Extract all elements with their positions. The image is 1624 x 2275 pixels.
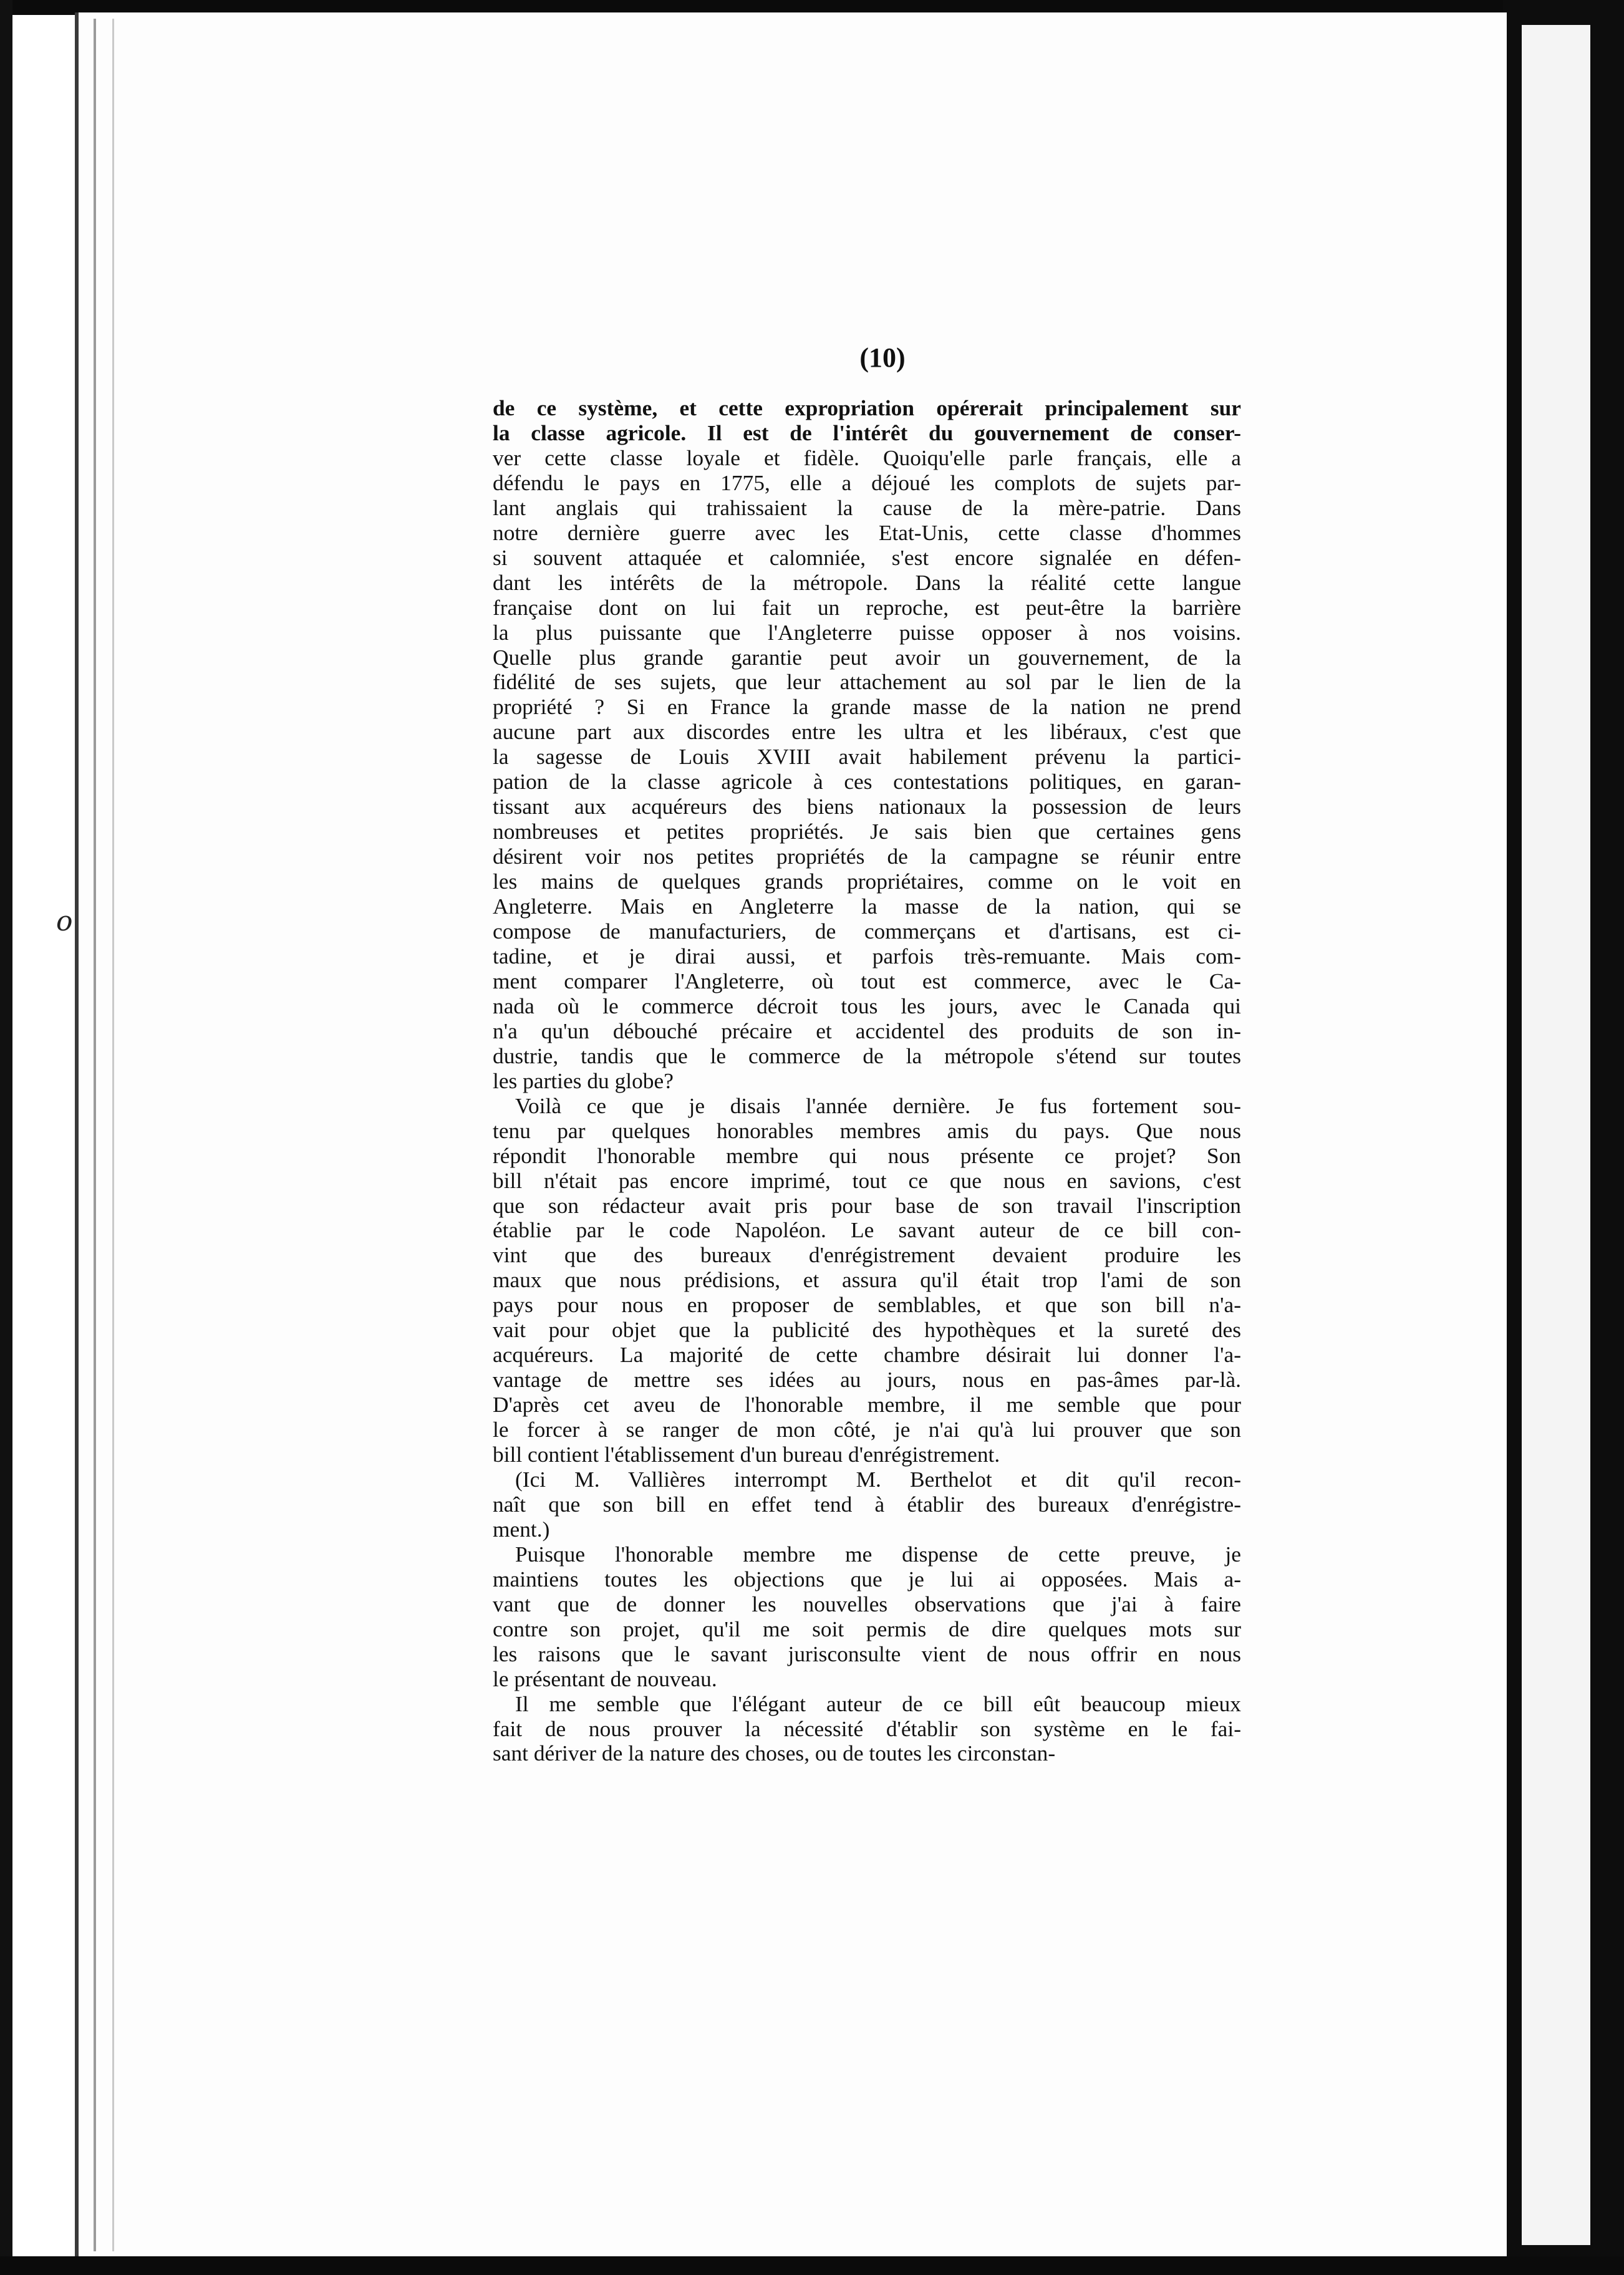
text-line: propriété ? Si en France la grande masse de la nation ne prend [493, 694, 1241, 720]
text-line: nombreuses et petites propriétés. Je sais bien que certaines gens [493, 819, 1241, 844]
scan-border-left [0, 0, 12, 2275]
binding-gutter-line [94, 19, 96, 2251]
text-line: répondit l'honorable membre qui nous présente ce projet? Son [493, 1142, 1241, 1168]
text-line: défendu le pays en 1775, elle a déjoué les complots de sujets par- [493, 470, 1241, 495]
text-line: tissant aux acquéreurs des biens nationaux la possession de leurs [493, 794, 1241, 819]
text-line: que son rédacteur avait pris pour base de son travail l'inscription [493, 1192, 1241, 1218]
text-line: les raisons que le savant jurisconsulte vient de nous offrir en nous [493, 1641, 1241, 1666]
text-line: acquéreurs. La majorité de cette chambre désirait lui donner l'a- [493, 1342, 1241, 1368]
text-line: pays pour nous en proposer de semblables, et que son bill n'a- [493, 1292, 1241, 1318]
text-line: la sagesse de Louis XVIII avait habilement prévenu la partici- [493, 744, 1241, 770]
scan-border-bottom [0, 2256, 1624, 2275]
paragraph [493, 1094, 1241, 1467]
text-line: Voilà ce que je disais l'année dernière. Je fus fortement sou- [515, 1093, 1241, 1118]
binding-gutter-line-secondary [112, 19, 114, 2251]
paragraph [493, 396, 1241, 1094]
text-line: sant dériver de la nature des choses, ou de toutes les circonstan- [493, 1741, 1056, 1766]
text-line: maintiens toutes les objections que je lui ai opposées. Mais a- [493, 1566, 1241, 1592]
text-line: Quelle plus grande garantie peut avoir un gouvernement, de la [493, 644, 1241, 670]
text-line: (Ici M. Vallières interrompt M. Berthelot et dit qu'il recon- [515, 1466, 1241, 1492]
text-line: aucune part aux discordes entre les ultra et les libéraux, c'est que [493, 719, 1241, 745]
text-line: contre son projet, qu'il me soit permis de dire quelques mots sur [493, 1616, 1241, 1641]
paragraph [493, 1692, 1241, 1767]
page-number: (10) [859, 342, 906, 373]
text-line: n'a qu'un débouché précaire et accidentel des produits de son in- [493, 1018, 1241, 1043]
text-line: Puisque l'honorable membre me dispense de cette preuve, je [515, 1541, 1241, 1567]
text-line: le forcer à se ranger de mon côté, je n'ai qu'à lui prouver que son [493, 1417, 1241, 1442]
text-line: vant que de donner les nouvelles observations que j'ai à faire [493, 1591, 1241, 1616]
text-line: française dont on lui fait un reproche, est peut-être la barrière [493, 594, 1241, 620]
text-line: compose de manufacturiers, de commerçans et d'artisans, est ci- [493, 919, 1241, 944]
text-line: tadine, et je dirai aussi, et parfois très-remuante. Mais com- [493, 943, 1241, 968]
text-line: Angleterre. Mais en Angleterre la masse de la nation, qui se [493, 894, 1241, 919]
text-line: désirent voir nos petites propriétés de la campagne se réunir entre [493, 844, 1241, 869]
adjacent-page-sliver [1522, 25, 1590, 2245]
text-line: le présentant de nouveau. [493, 1666, 717, 1691]
margin-mark: o [56, 906, 73, 937]
text-line: Il me semble que l'élégant auteur de ce bill eût beaucoup mieux [515, 1691, 1241, 1716]
text-line: vint que des bureaux d'enrégistrement devaient produire les [493, 1242, 1241, 1268]
text-line: dustrie, tandis que le commerce de la métropole s'étend sur toutes [493, 1043, 1241, 1068]
text-line: notre dernière guerre avec les Etat-Unis, cette classe d'hommes [493, 519, 1241, 545]
text-line: la plus puissante que l'Angleterre puisse opposer à nos voisins. [493, 619, 1241, 645]
text-line: les mains de quelques grands propriétaires, comme on le voit en [493, 869, 1241, 894]
text-line: vait pour objet que la publicité des hypothèques et la sureté des [493, 1317, 1241, 1343]
text-line: nada où le commerce décroit tous les jours, avec le Canada qui [493, 993, 1241, 1018]
text-line: pation de la classe agricole à ces contestations politiques, en garan- [493, 769, 1241, 795]
paragraph [493, 1542, 1241, 1692]
text-line: établie par le code Napoléon. Le savant auteur de ce bill con- [493, 1217, 1241, 1243]
text-line: tenu par quelques honorables membres amis du pays. Que nous [493, 1118, 1241, 1143]
text-line: lant anglais qui trahissaient la cause de la mère-patrie. Dans [493, 495, 1241, 520]
text-line: D'après cet aveu de l'honorable membre, il me semble que pour [493, 1392, 1241, 1418]
text-line: dant les intérêts de la métropole. Dans la réalité cette langue [493, 569, 1241, 595]
paragraph [493, 1467, 1241, 1542]
text-line: de ce système, et cette expropriation opérerait principalement sur [493, 395, 1241, 420]
body-text [493, 396, 1241, 1766]
text-line: bill contient l'établissement d'un bureau d'enrégistrement. [493, 1442, 1000, 1467]
text-line: ver cette classe loyale et fidèle. Quoiqu'elle parle français, elle a [493, 445, 1241, 470]
text-line: les parties du globe? [493, 1068, 674, 1093]
text-line: bill n'était pas encore imprimé, tout ce que nous en savions, c'est [493, 1167, 1241, 1193]
text-line: vantage de mettre ses idées au jours, nous en pas-âmes par-là. [493, 1367, 1241, 1393]
text-line: ment.) [493, 1516, 550, 1542]
text-line: fait de nous prouver la nécessité d'établir son système en le fai- [493, 1716, 1241, 1741]
text-line: fidélité de ses sujets, que leur attachement au sol par le lien de la [493, 669, 1241, 695]
text-line: ment comparer l'Angleterre, où tout est commerce, avec le Ca- [493, 968, 1241, 993]
text-line: maux que nous prédisions, et assura qu'il était trop l'ami de son [493, 1267, 1241, 1293]
text-line: si souvent attaquée et calomniée, s'est encore signalée en défen- [493, 544, 1241, 570]
text-line: la classe agricole. Il est de l'intérêt du gouvernement de conser- [493, 420, 1241, 445]
text-line: naît que son bill en effet tend à établir des bureaux d'enrégistre- [493, 1491, 1241, 1517]
